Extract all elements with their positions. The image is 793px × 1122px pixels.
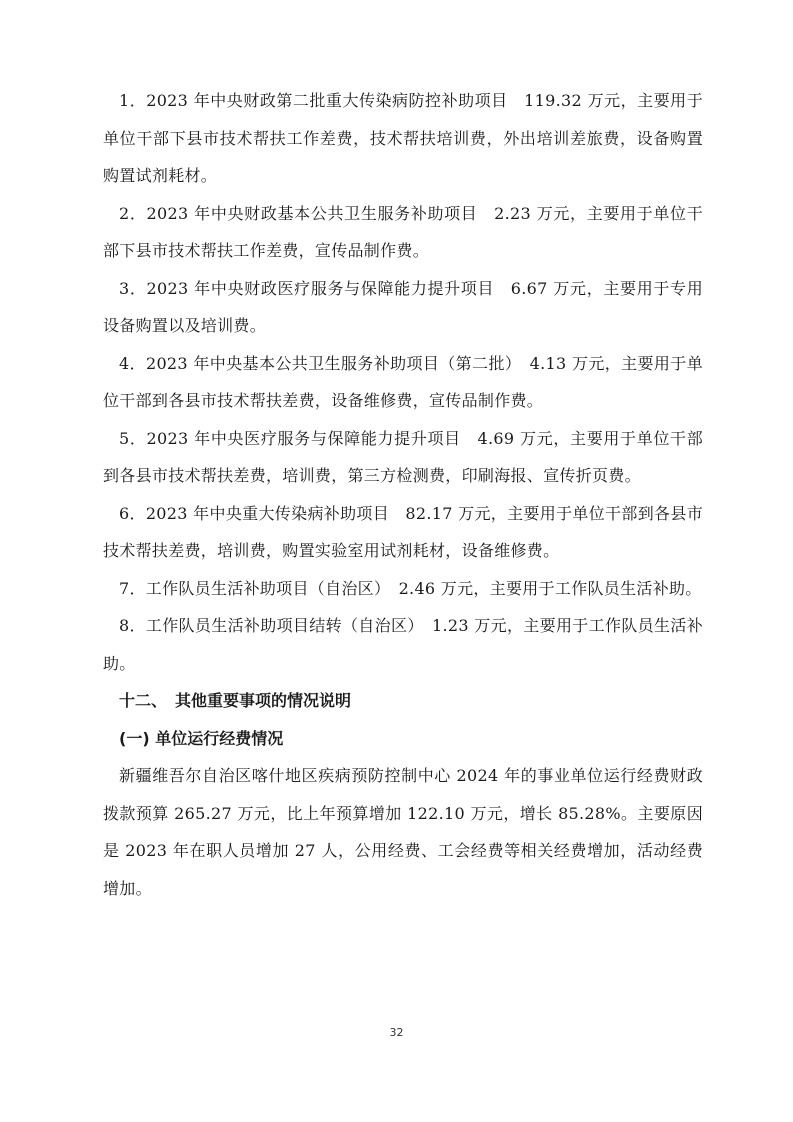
page-number: 32 bbox=[389, 1026, 404, 1039]
list-item: 7．工作队员生活补助项目（自治区） 2.46 万元，主要用于工作队员生活补助。 bbox=[119, 578, 702, 598]
list-item: 1．2023 年中央财政第二批重大传染病防控补助项目 119.32 万元，主要用于单位干部下县市技术帮扶工作差费，技术帮扶培训费，外出培训差旅费，设备购置购置试剂耗材。 bbox=[103, 91, 703, 185]
list-item: 2．2023 年中央财政基本公共卫生服务补助项目 2.23 万元，主要用于单位干部下县市技术帮扶工作差费，宣传品制作费。 bbox=[103, 203, 703, 260]
list-item: 8．工作队员生活补助项目结转（自治区） 1.23 万元，主要用于工作队员生活补助。 bbox=[103, 616, 703, 673]
list-item: 5．2023 年中央医疗服务与保障能力提升项目 4.69 万元，主要用于单位干部到各县市技术帮扶差费，培训费，第三方检测费，印刷海报、宣传折页费。 bbox=[103, 428, 703, 485]
sub-heading: (一) 单位运行经费情况 bbox=[119, 728, 284, 748]
section-heading: 十二、 其他重要事项的情况说明 bbox=[119, 691, 352, 710]
list-item: 4．2023 年中央基本公共卫生服务补助项目（第二批） 4.13 万元，主要用于单位干部到各县市技术帮扶差费，设备维修费，宣传品制作费。 bbox=[103, 353, 703, 410]
page-content bbox=[103, 82, 703, 907]
summary-paragraph: 新疆维吾尔自治区喀什地区疾病预防控制中心 2024 年的事业单位运行经费财政拨款预算 265.27 万元，比上年预算增加 122.10 万元，增长 85.28%。主要原因是 2023 年在职人员增加 27 人，公用经费、工会经费等相关经费增加，活动经费增加。 bbox=[103, 766, 703, 898]
list-item: 3．2023 年中央财政医疗服务与保障能力提升项目 6.67 万元，主要用于专用设备购置以及培训费。 bbox=[103, 278, 703, 335]
list-item: 6．2023 年中央重大传染病补助项目 82.17 万元，主要用于单位干部到各县市技术帮扶差费，培训费，购置实验室用试剂耗材，设备维修费。 bbox=[103, 503, 703, 560]
